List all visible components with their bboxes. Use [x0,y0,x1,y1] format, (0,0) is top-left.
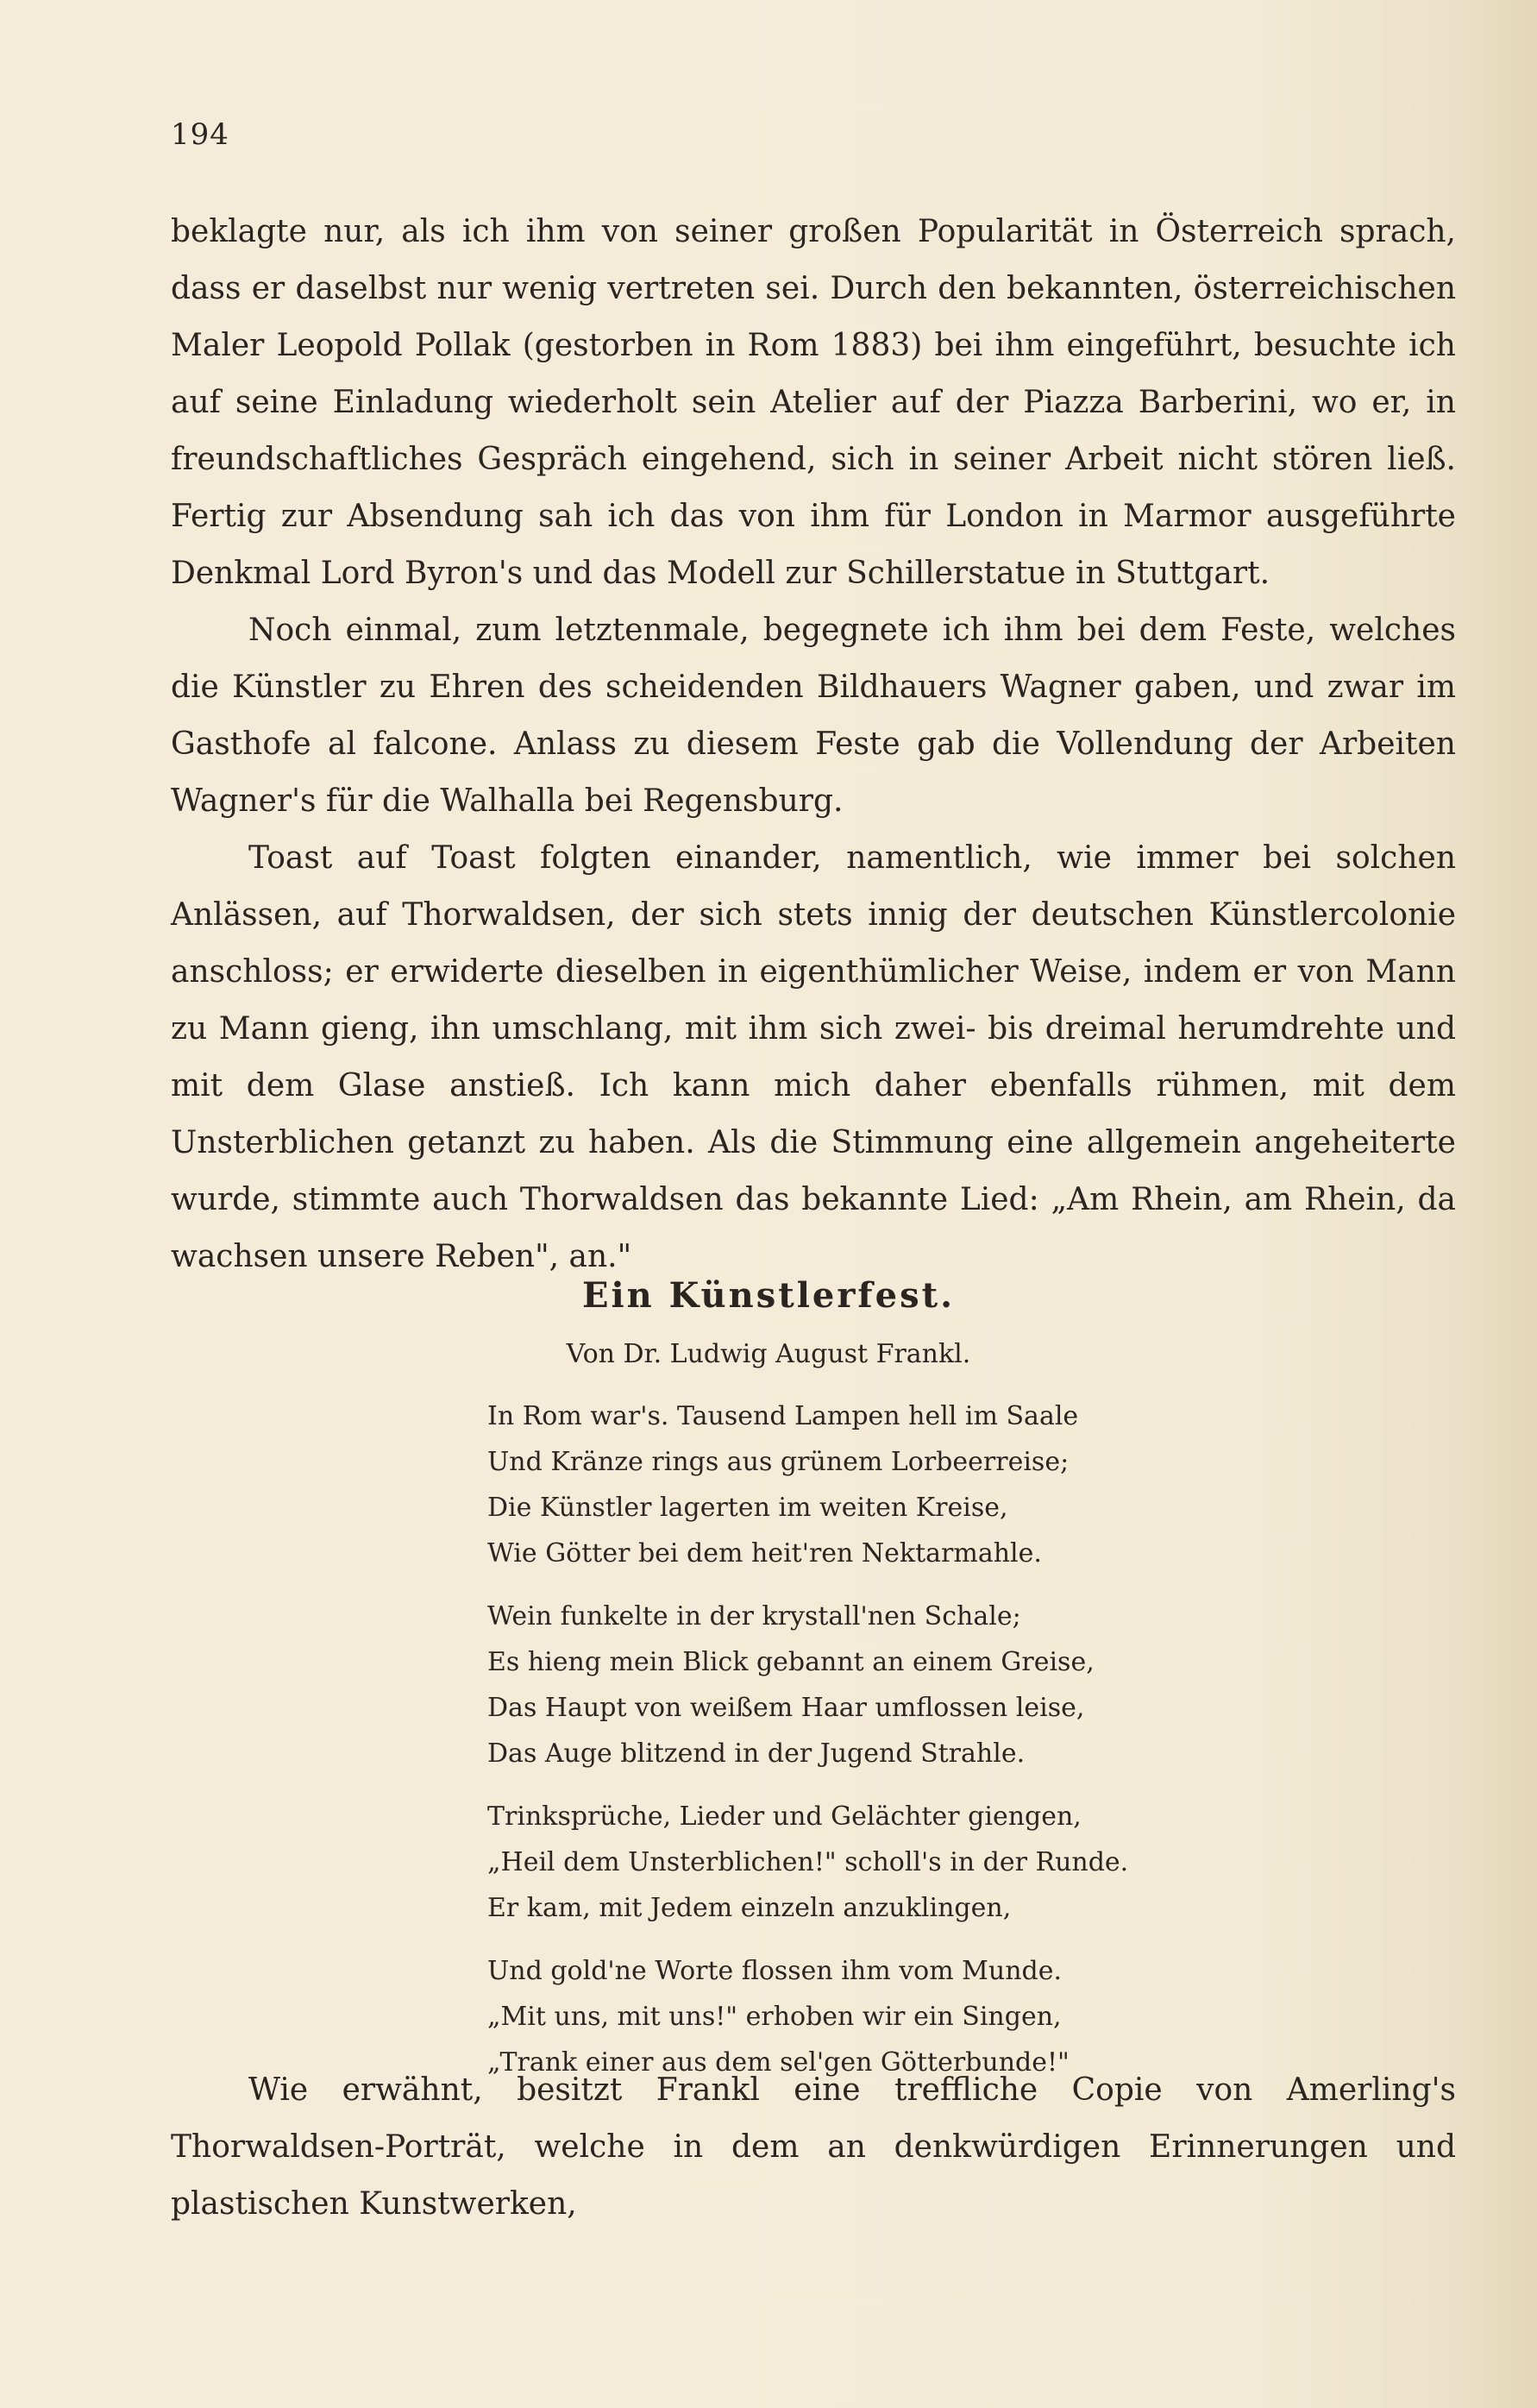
poem-title: Ein Künstlerfest. [581,1275,956,1316]
poem-line: „Trank einer aus dem sel'gen Götterbunde!" [487,2047,1070,2078]
poem-line: Wein funkelte in der krystall'nen Schale; [487,1601,1021,1632]
poem-line: Es hieng mein Blick gebannt an einem Greise, [487,1647,1095,1677]
paragraph-3: Toast auf Toast folgten einander, namentlich, wie immer bei solchen Anlässen, auf Thorwaldsen, der sich stets innig der deutschen Künstlercolonie anschloss; er erwiderte dieselben in eigenthümlicher Weise, indem er von Mann zu Mann gieng, ihn umschlang, mit ihm sich zwei- bis dreimal herumdrehte und mit dem Glase anstieß. Ich kann mich daher ebenfalls rühmen, mit dem Unsterblichen getanzt zu haben. Als die Stimmung eine allgemein angeheiterte wurde, stimmte auch Thorwaldsen das bekannte Lied: „Am Rhein, am Rhein, da wachsen unsere Reben", an." [171,840,1456,1274]
paragraph-1: beklagte nur, als ich ihm von seiner großen Popularität in Österreich sprach, dass er daselbst nur wenig vertreten sei. Durch den bekannten, österreichischen Maler Leopold Pollak (gestorben in Rom 1883) bei ihm eingeführt, besuchte ich auf seine Einladung wiederholt sein Atelier auf der Piazza Barberini, wo er, in freundschaftliches Gespräch eingehend, sich in seiner Arbeit nicht stören ließ. Fertig zur Absendung sah ich das von ihm für London in Marmor ausgeführte Denkmal Lord Byron's und das Modell zur Schillerstatue in Stuttgart. [171,214,1456,591]
poem-stanza [487,1393,1160,1576]
poem [487,1393,1160,2103]
page-number: 194 [171,117,229,152]
paragraph-2: Noch einmal, zum letztenmale, begegnete ich ihm bei dem Feste, welches die Künstler zu Ehren des scheidenden Bildhauers Wagner gaben, und zwar im Gasthofe al falcone. Anlass zu diesem Feste gab die Vollendung der Arbeiten Wagner's für die Walhalla bei Regensburg. [171,613,1456,819]
poem-stanza [487,1594,1160,1776]
poem-line: Trinksprüche, Lieder und Gelächter giengen, [487,1801,1082,1832]
poem-line: „Heil dem Unsterblichen!" scholl's in der Runde. [487,1847,1129,1877]
poem-line: Er kam, mit Jedem einzeln anzuklingen, [487,1893,1012,1923]
poem-line: Das Haupt von weißem Haar umflossen leise, [487,1693,1085,1723]
poem-author: Von Dr. Ludwig August Frankl. [566,1339,971,1369]
poem-stanza [487,1794,1160,1931]
poem-line: Wie Götter bei dem heit'ren Nektarmahle. [487,1538,1042,1569]
paragraph-4: Wie erwähnt, besitzt Frankl eine treffliche Copie von Amerling's Thorwaldsen-Porträt, welche in dem an denkwürdigen Erinnerungen und plastischen Kunstwerken, [171,2072,1456,2222]
body-text-lower [171,2062,1456,2233]
body-text-upper [171,204,1456,1286]
poem-line: Und gold'ne Worte flossen ihm vom Munde. [487,1956,1063,1986]
poem-line: Das Auge blitzend in der Jugend Strahle. [487,1738,1026,1769]
poem-line: Die Künstler lagerten im weiten Kreise, [487,1493,1008,1523]
poem-line: Und Kränze rings aus grünem Lorbeerreise; [487,1447,1070,1477]
poem-line: „Mit uns, mit uns!" erhoben wir ein Singen, [487,2002,1062,2032]
poem-line: In Rom war's. Tausend Lampen hell im Saale [487,1401,1079,1431]
